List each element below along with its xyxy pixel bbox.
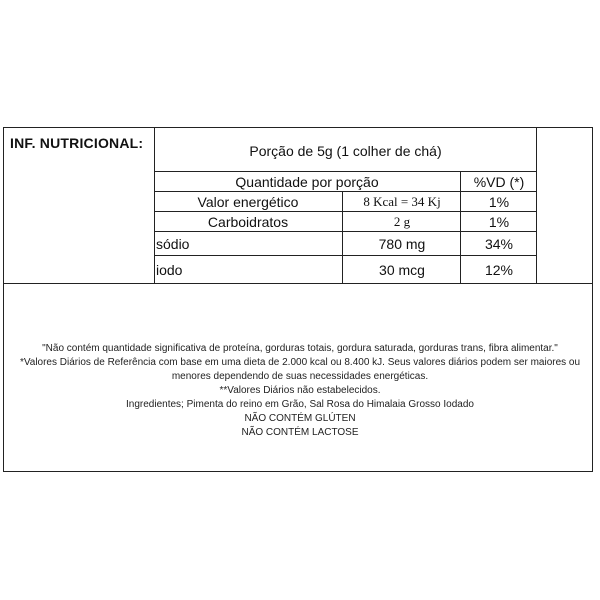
nutrition-title: INF. NUTRICIONAL:	[10, 135, 144, 151]
nutrient-amount: 780 mg	[342, 232, 461, 255]
footnotes	[0, 342, 600, 440]
footnote-insignificant: "Não contém quantidade significativa de proteína, gorduras totais, gordura saturada, gorduras trans, fibra alimentar."	[42, 343, 558, 354]
table-row	[154, 231, 536, 255]
ingredients: Ingredientes; Pimenta do reino em Grão, Sal Rosa do Himalaia Grosso Iodado	[126, 399, 474, 410]
table-row	[154, 211, 536, 231]
nutrient-name: iodo	[156, 261, 183, 278]
portion-size: Porção de 5g (1 colher de chá)	[249, 143, 442, 159]
nutrient-name: Carboidratos	[207, 213, 289, 230]
table-row	[154, 191, 536, 211]
nutrient-amount: 2 g	[342, 212, 461, 231]
footnote-daily-values-cont: menores dependendo de suas necessidades energéticas.	[171, 371, 429, 382]
footnote-not-established: **Valores Diários não estabelecidos.	[219, 385, 381, 396]
vd-header: %VD (*)	[460, 172, 537, 191]
nutrient-name: sódio	[156, 235, 190, 252]
nutrient-amount: 8 Kcal = 34 Kj	[342, 192, 461, 211]
section-divider	[4, 283, 592, 284]
nutrient-vd: 1%	[460, 192, 537, 211]
nutrient-vd: 12%	[460, 256, 537, 283]
table-header-row	[154, 171, 536, 191]
quantity-header: Quantidade por porção	[235, 173, 379, 190]
nutrient-amount: 30 mcg	[342, 256, 461, 283]
lactose-notice: NÃO CONTÉM LACTOSE	[241, 427, 359, 438]
gluten-notice: NÃO CONTÉM GLÚTEN	[244, 413, 356, 424]
nutrient-vd: 34%	[460, 232, 537, 255]
nutrient-vd: 1%	[460, 212, 537, 231]
nutrient-name: Valor energético	[197, 193, 299, 210]
table-row	[154, 255, 536, 283]
footnote-daily-values: *Valores Diários de Referência com base em uma dieta de 2.000 kcal ou 8.400 kJ. Seus valores diários podem ser maiores ou	[19, 357, 581, 368]
